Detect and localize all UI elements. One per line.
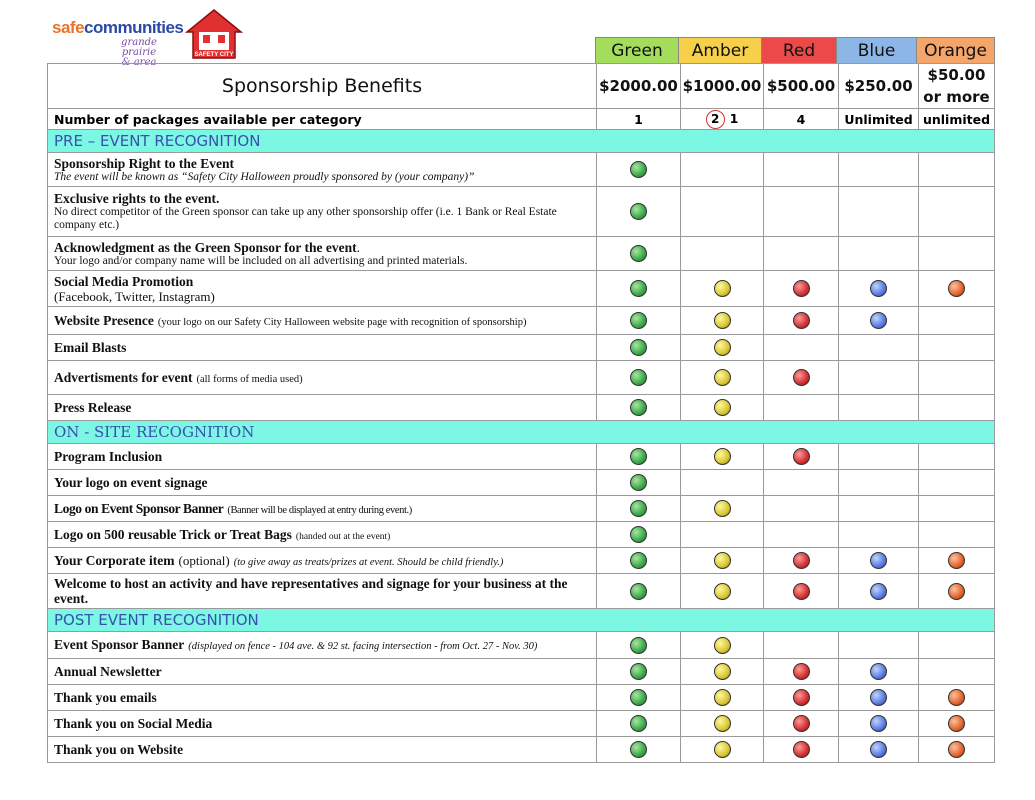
table-row: Social Media Promotion (Facebook, Twitter, Instagram) <box>48 271 995 307</box>
blue-dot-icon <box>870 689 887 706</box>
green-dot-icon <box>630 583 647 600</box>
packages-row <box>48 109 995 130</box>
red-dot-icon <box>793 280 810 297</box>
green-dot-icon <box>630 663 647 680</box>
amber-dot-icon <box>714 369 731 386</box>
table-row: Website Presence (your logo on our Safety City Halloween website page with recognition of sponsorship) <box>48 307 995 335</box>
tier-amber: Amber <box>678 37 762 64</box>
amber-dot-icon <box>714 500 731 517</box>
table-row: Your Corporate item (optional) (to give away as treats/prizes at event. Should be child friendly.) <box>48 548 995 574</box>
svg-text:SAFETY CITY: SAFETY CITY <box>194 52 234 58</box>
safe-communities-logo <box>52 8 252 68</box>
table-row: Exclusive rights to the event. No direct competitor of the Green sponsor can take up any other sponsorship offer (i.e. 1 Bank or Real Estate company etc.) <box>48 187 995 237</box>
amber-dot-icon <box>714 689 731 706</box>
table-row: Program Inclusion <box>48 444 995 470</box>
green-dot-icon <box>630 161 647 178</box>
amber-dot-icon <box>714 399 731 416</box>
blue-dot-icon <box>870 583 887 600</box>
table-row: Thank you emails <box>48 685 995 711</box>
blue-dot-icon <box>870 312 887 329</box>
blue-dot-icon <box>870 663 887 680</box>
brand-subtitle: grande prairie & area <box>121 37 157 68</box>
amber-dot-icon <box>714 339 731 356</box>
table-row: Thank you on Social Media <box>48 711 995 737</box>
tier-red: Red <box>761 37 837 64</box>
amber-dot-icon <box>714 583 731 600</box>
tier-orange: Orange <box>916 37 995 64</box>
tier-green: Green <box>595 37 679 64</box>
packages-label: Number of packages available per category <box>48 109 597 130</box>
struck-count: 2 <box>706 110 725 129</box>
price-red: $500.00 <box>764 64 839 109</box>
green-dot-icon <box>630 245 647 262</box>
amber-dot-icon <box>714 741 731 758</box>
table-title: Sponsorship Benefits <box>48 64 597 109</box>
table-row: Annual Newsletter <box>48 659 995 685</box>
red-dot-icon <box>793 715 810 732</box>
table-row: Thank you on Website <box>48 737 995 763</box>
count-amber: 2 1 <box>681 109 764 130</box>
green-dot-icon <box>630 741 647 758</box>
orange-dot-icon <box>948 280 965 297</box>
count-orange: unlimited <box>919 109 995 130</box>
red-dot-icon <box>793 689 810 706</box>
safety-city-house-icon <box>185 8 243 60</box>
green-dot-icon <box>630 280 647 297</box>
red-dot-icon <box>793 741 810 758</box>
price-green: $2000.00 <box>597 64 681 109</box>
orange-dot-icon <box>948 689 965 706</box>
green-dot-icon <box>630 399 647 416</box>
section-on-site: ON - SITE RECOGNITION <box>48 421 995 444</box>
table-row: Sponsorship Right to the Event The event will be known as “Safety City Halloween proudly sponsored by (your company)” <box>48 153 995 187</box>
green-dot-icon <box>630 715 647 732</box>
count-green: 1 <box>597 109 681 130</box>
green-dot-icon <box>630 689 647 706</box>
amber-dot-icon <box>714 637 731 654</box>
table-row: Press Release <box>48 395 995 421</box>
green-dot-icon <box>630 312 647 329</box>
green-dot-icon <box>630 369 647 386</box>
orange-dot-icon <box>948 741 965 758</box>
blue-dot-icon <box>870 741 887 758</box>
table-row: Acknowledgment as the Green Sponsor for the event. Your logo and/or company name will be included on all advertising and printed materials. <box>48 237 995 271</box>
table-row: Advertisments for event (all forms of media used) <box>48 361 995 395</box>
table-row: Email Blasts <box>48 335 995 361</box>
blue-dot-icon <box>870 280 887 297</box>
table-row: Welcome to host an activity and have representatives and signage for your business at the event. <box>48 574 995 609</box>
red-dot-icon <box>793 552 810 569</box>
green-dot-icon <box>630 526 647 543</box>
green-dot-icon <box>630 203 647 220</box>
amber-dot-icon <box>714 552 731 569</box>
green-dot-icon <box>630 637 647 654</box>
orange-dot-icon <box>948 552 965 569</box>
amber-dot-icon <box>714 663 731 680</box>
amber-dot-icon <box>714 715 731 732</box>
table-row: Your logo on event signage <box>48 470 995 496</box>
sponsorship-benefits-table <box>47 63 995 763</box>
brand-wordmark: safecommunities <box>52 18 184 37</box>
amber-dot-icon <box>714 448 731 465</box>
red-dot-icon <box>793 448 810 465</box>
table-row: Event Sponsor Banner (displayed on fence - 104 ave. & 92 st. facing intersection - from Oct. 27 - Nov. 30) <box>48 632 995 659</box>
count-blue: Unlimited <box>839 109 919 130</box>
orange-dot-icon <box>948 583 965 600</box>
orange-dot-icon <box>948 715 965 732</box>
amber-dot-icon <box>714 312 731 329</box>
blue-dot-icon <box>870 715 887 732</box>
green-dot-icon <box>630 552 647 569</box>
price-orange: $50.00 or more <box>919 64 995 109</box>
table-row: Logo on 500 reusable Trick or Treat Bags (handed out at the event) <box>48 522 995 548</box>
green-dot-icon <box>630 500 647 517</box>
green-dot-icon <box>630 448 647 465</box>
count-red: 4 <box>764 109 839 130</box>
red-dot-icon <box>793 583 810 600</box>
section-pre-event: PRE – EVENT RECOGNITION <box>48 130 995 153</box>
table-row: Logo on Event Sponsor Banner (Banner will be displayed at entry during event.) <box>48 496 995 522</box>
red-dot-icon <box>793 369 810 386</box>
tier-blue: Blue <box>836 37 917 64</box>
blue-dot-icon <box>870 552 887 569</box>
section-post-event: POST EVENT RECOGNITION <box>48 609 995 632</box>
price-amber: $1000.00 <box>681 64 764 109</box>
green-dot-icon <box>630 474 647 491</box>
price-header-row <box>48 64 995 109</box>
red-dot-icon <box>793 312 810 329</box>
tier-header-row <box>595 37 994 64</box>
green-dot-icon <box>630 339 647 356</box>
price-blue: $250.00 <box>839 64 919 109</box>
amber-dot-icon <box>714 280 731 297</box>
red-dot-icon <box>793 663 810 680</box>
